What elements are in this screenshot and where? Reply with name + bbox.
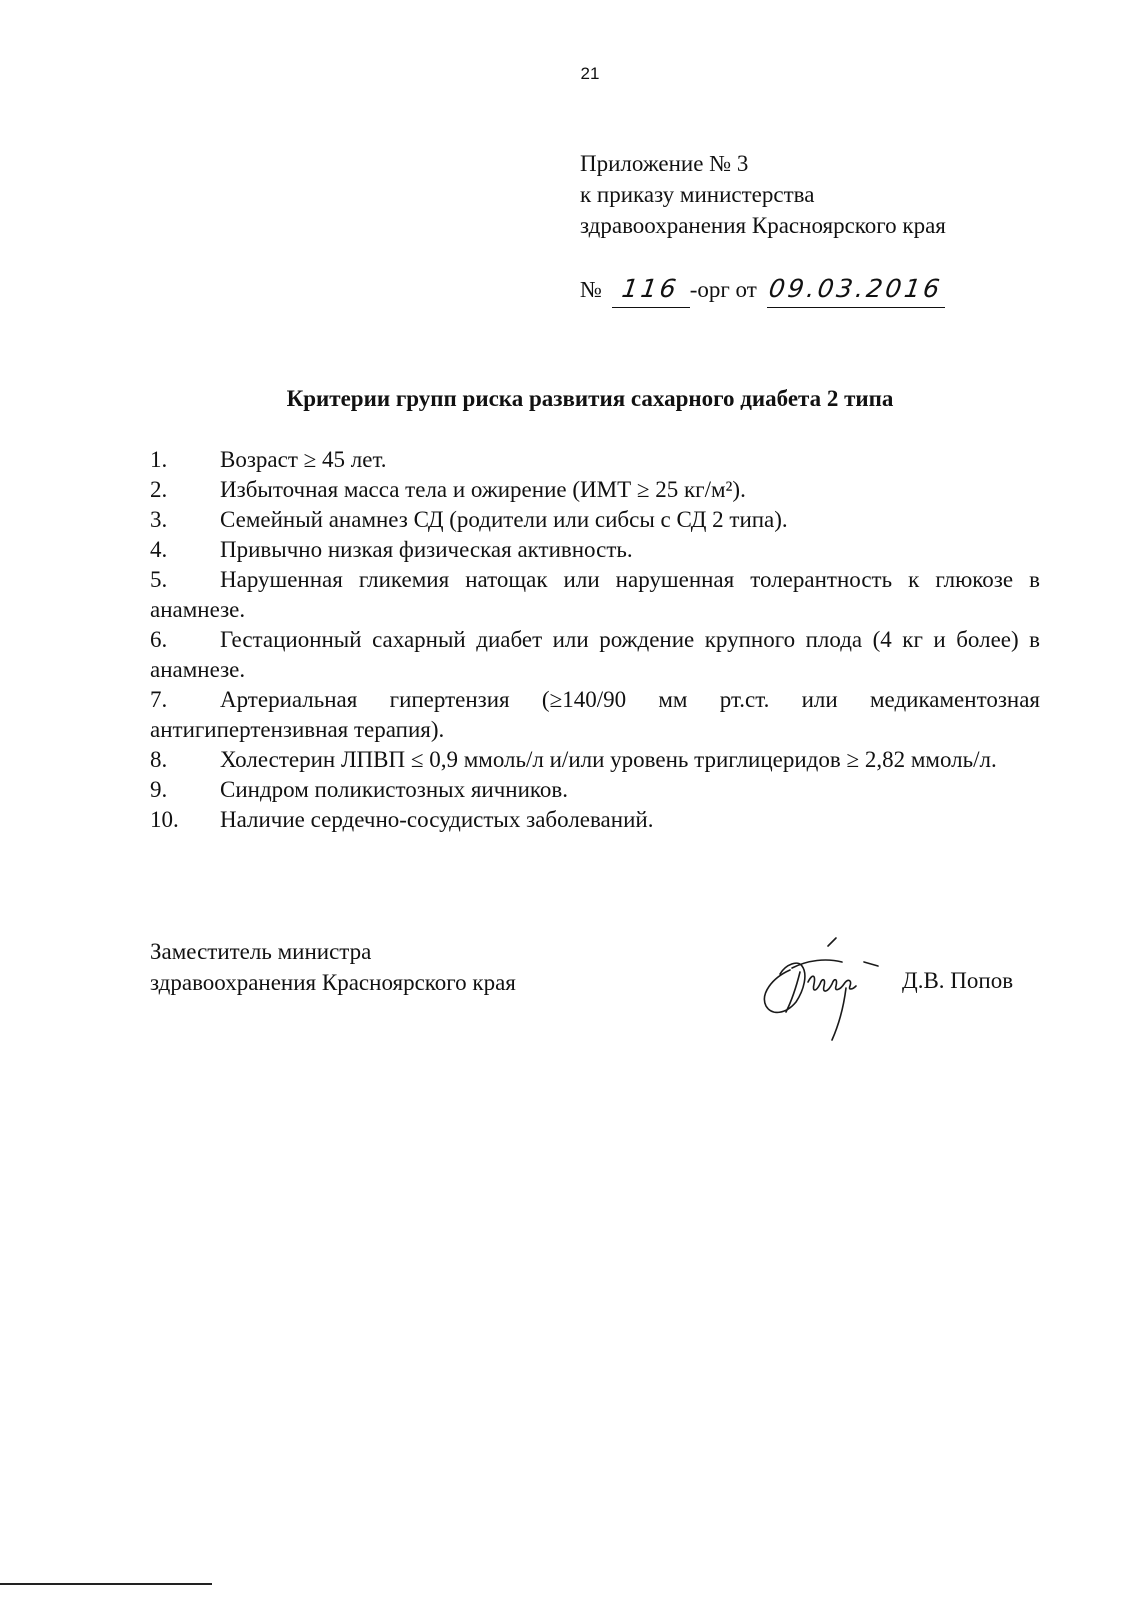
order-date-handwritten: 09.03.2016 — [767, 274, 945, 303]
list-item — [150, 685, 1040, 745]
list-item — [150, 535, 1040, 565]
item-number: 1. — [150, 447, 168, 472]
order-date-field — [767, 272, 945, 308]
handwritten-signature — [752, 930, 892, 1050]
footer-divider — [0, 1583, 212, 1585]
item-text: Гестационный сахарный диабет или рождение крупного плода (4 кг и более) в анамнезе. — [150, 627, 1040, 682]
appendix-header — [580, 148, 946, 241]
item-text: Артериальная гипертензия (≥140/90 мм рт.ст. или медикаментозная антигипертензивная терапия). — [150, 687, 1040, 742]
item-number: 4. — [150, 537, 168, 562]
item-number: 7. — [150, 687, 168, 712]
signatory-name: Д.В. Попов — [902, 968, 1014, 993]
signatory-position — [150, 936, 516, 998]
item-text: Привычно низкая физическая активность. — [220, 537, 633, 562]
item-text: Синдром поликистозных яичников. — [220, 777, 569, 802]
signatory-position-line1: Заместитель министра — [150, 939, 372, 964]
order-number-suffix: -орг от — [689, 277, 757, 302]
order-number-handwritten: 116 — [620, 274, 682, 303]
document-title: Критерии групп риска развития сахарного диабета 2 типа — [286, 386, 894, 411]
order-number-prefix: № — [580, 277, 602, 302]
appendix-order-ref: к приказу министерства — [580, 182, 815, 207]
item-number: 6. — [150, 627, 168, 652]
criteria-list — [150, 445, 1040, 835]
item-text: Нарушенная гликемия натощак или нарушенная толерантность к глюкозе в анамнезе. — [150, 567, 1040, 622]
page-number: 21 — [580, 64, 600, 83]
signatory-position-line2: здравоохранения Красноярского края — [150, 970, 516, 995]
item-number: 8. — [150, 747, 168, 772]
item-number: 10. — [150, 807, 179, 832]
list-item — [150, 505, 1040, 535]
list-item — [150, 745, 1040, 775]
item-text: Возраст ≥ 45 лет. — [220, 447, 387, 472]
order-reference — [580, 272, 945, 308]
list-item — [150, 775, 1040, 805]
item-number: 9. — [150, 777, 168, 802]
appendix-title: Приложение № 3 — [580, 151, 749, 176]
item-number: 3. — [150, 507, 168, 532]
list-item — [150, 565, 1040, 625]
item-text: Наличие сердечно-сосудистых заболеваний. — [220, 807, 654, 832]
list-item — [150, 625, 1040, 685]
item-number: 5. — [150, 567, 168, 592]
order-number-field — [612, 272, 690, 308]
list-item — [150, 805, 1040, 835]
list-item — [150, 445, 1040, 475]
item-text: Холестерин ЛПВП ≤ 0,9 ммоль/л и/или уровень триглицеридов ≥ 2,82 ммоль/л. — [220, 747, 997, 772]
item-text: Избыточная масса тела и ожирение (ИМТ ≥ 25 кг/м²). — [220, 477, 746, 502]
list-item — [150, 475, 1040, 505]
item-text: Семейный анамнез СД (родители или сибсы с СД 2 типа). — [220, 507, 788, 532]
item-number: 2. — [150, 477, 168, 502]
appendix-ministry: здравоохранения Красноярского края — [580, 213, 946, 238]
